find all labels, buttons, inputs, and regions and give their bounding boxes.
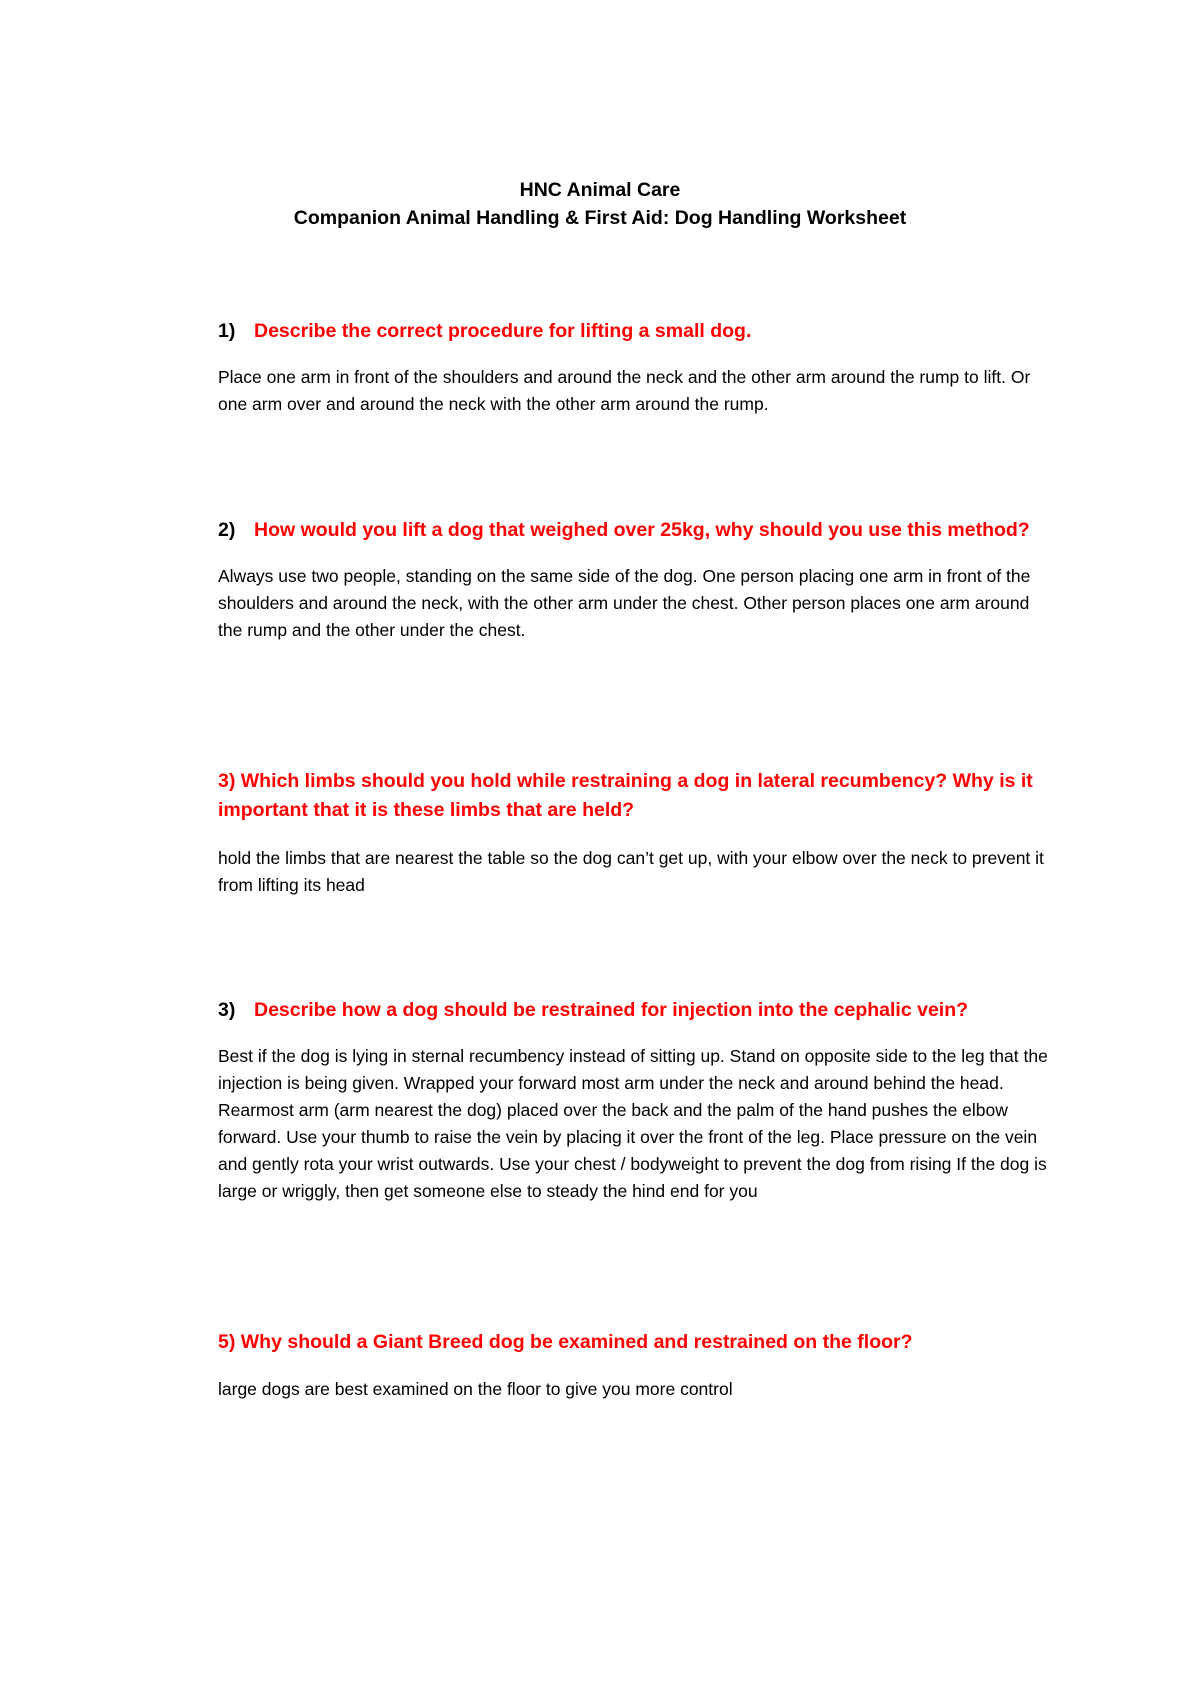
- question-block-2: [218, 516, 1058, 644]
- document-header: [0, 176, 1200, 232]
- question-block-5: [218, 1328, 1058, 1403]
- question-text: Which limbs should you hold while restraining a dog in lateral recumbency? Why is it important that it is these limbs that are held?: [218, 770, 1033, 821]
- question-heading: [218, 996, 1058, 1025]
- question-text: Describe the correct procedure for lifting a small dog.: [254, 320, 752, 342]
- question-block-3: [218, 767, 1058, 899]
- question-heading: [218, 317, 1058, 346]
- question-number: 3): [218, 999, 236, 1021]
- course-title: HNC Animal Care: [519, 179, 681, 201]
- question-heading: [218, 516, 1058, 545]
- question-text: Describe how a dog should be restrained for injection into the cephalic vein?: [254, 999, 969, 1021]
- question-heading: [218, 767, 1058, 825]
- answer-text: Place one arm in front of the shoulders and around the neck and the other arm around the rump to lift. Or one arm over and around the neck with the other arm around the rump.: [218, 367, 1031, 414]
- question-number: 5): [218, 1331, 236, 1353]
- question-block-1: [218, 317, 1058, 418]
- answer-text: hold the limbs that are nearest the table so the dog can’t get up, with your elbow over the neck to prevent it from lifting its head: [218, 848, 1044, 895]
- question-block-4: [218, 996, 1058, 1205]
- worksheet-title: Companion Animal Handling & First Aid: Dog Handling Worksheet: [293, 207, 907, 229]
- answer-text: Always use two people, standing on the same side of the dog. One person placing one arm in front of the shoulders and around the neck, with the other arm under the chest. Other person places one arm around the rump and the other under the chest.: [218, 566, 1031, 640]
- question-number: 2): [218, 519, 236, 541]
- question-heading: [218, 1328, 1058, 1357]
- question-text: How would you lift a dog that weighed over 25kg, why should you use this method?: [254, 519, 1030, 541]
- answer-text: Best if the dog is lying in sternal recumbency instead of sitting up. Stand on opposite side to the leg that the injection is being given. Wrapped your forward most arm under the neck and around behind the head. Rearmost arm (arm nearest the dog) placed over the back and the palm of the hand pushes the elbow forward. Use your thumb to raise the vein by placing it over the front of the leg. Place pressure on the vein and gently rota your wrist outwards. Use your chest / bodyweight to prevent the dog from rising If the dog is large or wriggly, then get someone else to steady the hind end for you: [218, 1046, 1048, 1201]
- answer-text: large dogs are best examined on the floor to give you more control: [218, 1379, 733, 1399]
- question-text: Why should a Giant Breed dog be examined and restrained on the floor?: [240, 1331, 913, 1353]
- question-number: 3): [218, 770, 236, 792]
- question-number: 1): [218, 320, 236, 342]
